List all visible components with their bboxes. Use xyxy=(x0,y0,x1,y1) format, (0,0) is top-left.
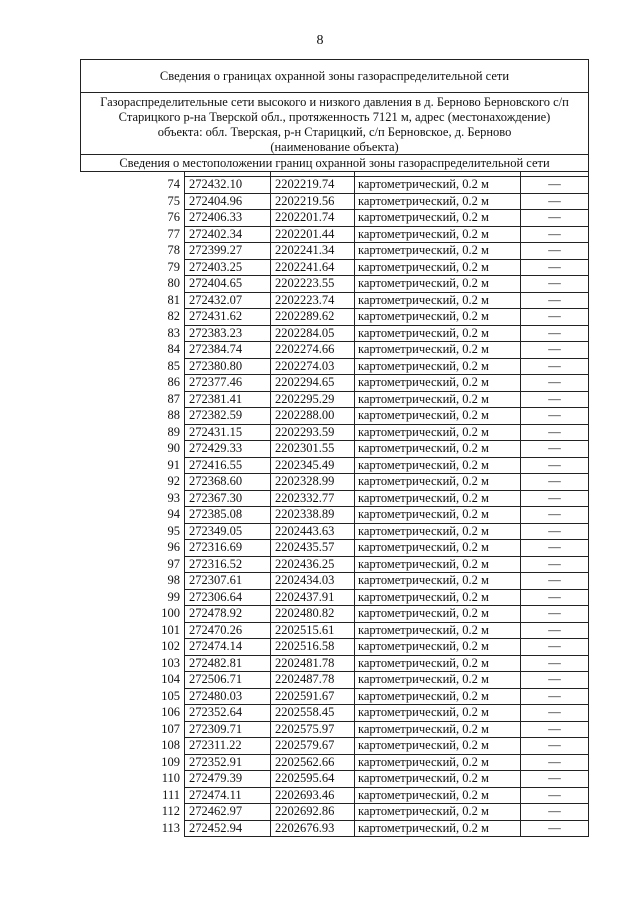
description-cell: — xyxy=(521,804,589,821)
coord-y: 2202294.65 xyxy=(271,375,355,392)
point-number: 98 xyxy=(81,573,185,590)
coord-x: 272352.64 xyxy=(185,705,271,722)
point-number: 94 xyxy=(81,507,185,524)
point-number: 85 xyxy=(81,358,185,375)
point-number: 92 xyxy=(81,474,185,491)
table-row xyxy=(81,820,589,837)
coord-x: 272482.81 xyxy=(185,655,271,672)
coord-y: 2202201.74 xyxy=(271,210,355,227)
coord-y: 2202345.49 xyxy=(271,457,355,474)
table-row xyxy=(81,721,589,738)
point-number: 86 xyxy=(81,375,185,392)
coord-y: 2202241.34 xyxy=(271,243,355,260)
description-cell: — xyxy=(521,375,589,392)
coord-y: 2202693.46 xyxy=(271,787,355,804)
coord-y: 2202692.86 xyxy=(271,804,355,821)
point-number: 80 xyxy=(81,276,185,293)
description-cell: — xyxy=(521,573,589,590)
method-accuracy: картометрический, 0.2 м xyxy=(355,325,521,342)
coord-y: 2202328.99 xyxy=(271,474,355,491)
table-row xyxy=(81,474,589,491)
table-row xyxy=(81,408,589,425)
coord-x: 272403.25 xyxy=(185,259,271,276)
point-number: 110 xyxy=(81,771,185,788)
point-number: 105 xyxy=(81,688,185,705)
coord-x: 272309.71 xyxy=(185,721,271,738)
description-cell: — xyxy=(521,820,589,837)
coord-x: 272480.03 xyxy=(185,688,271,705)
point-number: 78 xyxy=(81,243,185,260)
table-row xyxy=(81,375,589,392)
description-cell: — xyxy=(521,457,589,474)
coord-y: 2202338.89 xyxy=(271,507,355,524)
coord-y: 2202436.25 xyxy=(271,556,355,573)
table-row xyxy=(81,210,589,227)
method-accuracy: картометрический, 0.2 м xyxy=(355,705,521,722)
point-number: 77 xyxy=(81,226,185,243)
method-accuracy: картометрический, 0.2 м xyxy=(355,820,521,837)
point-number: 100 xyxy=(81,606,185,623)
coord-y: 2202219.74 xyxy=(271,177,355,194)
description-cell: — xyxy=(521,424,589,441)
location-title: Сведения о местоположении границ охранной зоны газораспределительной сети xyxy=(81,155,589,172)
coord-y: 2202295.29 xyxy=(271,391,355,408)
description-cell: — xyxy=(521,688,589,705)
coord-x: 272307.61 xyxy=(185,573,271,590)
coord-y: 2202223.55 xyxy=(271,276,355,293)
description-cell: — xyxy=(521,639,589,656)
point-number: 104 xyxy=(81,672,185,689)
object-line: Старицкого р-на Тверской обл., протяженность 7121 м, адрес (местонахождение) xyxy=(118,110,551,124)
coord-x: 272404.65 xyxy=(185,276,271,293)
description-cell: — xyxy=(521,259,589,276)
method-accuracy: картометрический, 0.2 м xyxy=(355,606,521,623)
description-cell: — xyxy=(521,655,589,672)
coord-y: 2202591.67 xyxy=(271,688,355,705)
description-cell: — xyxy=(521,474,589,491)
coord-x: 272377.46 xyxy=(185,375,271,392)
coord-x: 272429.33 xyxy=(185,441,271,458)
coord-x: 272306.64 xyxy=(185,589,271,606)
coord-y: 2202575.97 xyxy=(271,721,355,738)
table-row xyxy=(81,573,589,590)
table-row xyxy=(81,672,589,689)
table-row xyxy=(81,424,589,441)
coord-x: 272452.94 xyxy=(185,820,271,837)
table-row xyxy=(81,771,589,788)
object-line: Газораспределительные сети высокого и низкого давления в д. Берново Берновского с/п xyxy=(100,95,569,109)
coord-y: 2202219.56 xyxy=(271,193,355,210)
description-cell: — xyxy=(521,622,589,639)
point-number: 93 xyxy=(81,490,185,507)
point-number: 97 xyxy=(81,556,185,573)
table-row xyxy=(81,457,589,474)
coord-x: 272478.92 xyxy=(185,606,271,623)
method-accuracy: картометрический, 0.2 м xyxy=(355,804,521,821)
point-number: 111 xyxy=(81,787,185,804)
point-number: 112 xyxy=(81,804,185,821)
coord-y: 2202562.66 xyxy=(271,754,355,771)
coord-x: 272416.55 xyxy=(185,457,271,474)
method-accuracy: картометрический, 0.2 м xyxy=(355,226,521,243)
table-row xyxy=(81,738,589,755)
page-number: 8 xyxy=(316,33,324,48)
table-row xyxy=(81,243,589,260)
method-accuracy: картометрический, 0.2 м xyxy=(355,358,521,375)
coord-y: 2202293.59 xyxy=(271,424,355,441)
table-row xyxy=(81,688,589,705)
table-row xyxy=(81,540,589,557)
coord-y: 2202435.57 xyxy=(271,540,355,557)
method-accuracy: картометрический, 0.2 м xyxy=(355,309,521,326)
method-accuracy: картометрический, 0.2 м xyxy=(355,787,521,804)
table-row xyxy=(81,705,589,722)
method-accuracy: картометрический, 0.2 м xyxy=(355,259,521,276)
table-row xyxy=(81,606,589,623)
point-number: 88 xyxy=(81,408,185,425)
point-number: 106 xyxy=(81,705,185,722)
description-cell: — xyxy=(521,721,589,738)
method-accuracy: картометрический, 0.2 м xyxy=(355,408,521,425)
object-line: объекта: обл. Тверская, р-н Старицкий, с/п Берновское, д. Берново xyxy=(157,125,512,139)
description-cell: — xyxy=(521,606,589,623)
table-row xyxy=(81,639,589,656)
table-row xyxy=(81,193,589,210)
description-cell: — xyxy=(521,441,589,458)
table-row xyxy=(81,655,589,672)
point-number: 74 xyxy=(81,177,185,194)
coord-y: 2202558.45 xyxy=(271,705,355,722)
method-accuracy: картометрический, 0.2 м xyxy=(355,523,521,540)
method-accuracy: картометрический, 0.2 м xyxy=(355,738,521,755)
method-accuracy: картометрический, 0.2 м xyxy=(355,556,521,573)
method-accuracy: картометрический, 0.2 м xyxy=(355,210,521,227)
method-accuracy: картометрический, 0.2 м xyxy=(355,771,521,788)
coord-y: 2202288.00 xyxy=(271,408,355,425)
coord-x: 272368.60 xyxy=(185,474,271,491)
table-row xyxy=(81,556,589,573)
coord-x: 272384.74 xyxy=(185,342,271,359)
method-accuracy: картометрический, 0.2 м xyxy=(355,639,521,656)
coord-y: 2202223.74 xyxy=(271,292,355,309)
point-number: 99 xyxy=(81,589,185,606)
point-number: 103 xyxy=(81,655,185,672)
table-row xyxy=(81,309,589,326)
method-accuracy: картометрический, 0.2 м xyxy=(355,672,521,689)
description-cell: — xyxy=(521,540,589,557)
point-number: 87 xyxy=(81,391,185,408)
coord-x: 272316.69 xyxy=(185,540,271,557)
method-accuracy: картометрический, 0.2 м xyxy=(355,441,521,458)
coord-x: 272380.80 xyxy=(185,358,271,375)
coord-y: 2202332.77 xyxy=(271,490,355,507)
coord-y: 2202579.67 xyxy=(271,738,355,755)
point-number: 84 xyxy=(81,342,185,359)
table-row xyxy=(81,391,589,408)
description-cell: — xyxy=(521,210,589,227)
coord-y: 2202301.55 xyxy=(271,441,355,458)
point-number: 107 xyxy=(81,721,185,738)
coord-x: 272381.41 xyxy=(185,391,271,408)
object-description xyxy=(81,93,589,141)
method-accuracy: картометрический, 0.2 м xyxy=(355,457,521,474)
coord-x: 272382.59 xyxy=(185,408,271,425)
coord-y: 2202480.82 xyxy=(271,606,355,623)
method-accuracy: картометрический, 0.2 м xyxy=(355,177,521,194)
boundary-table xyxy=(80,59,589,837)
table-row xyxy=(81,276,589,293)
method-accuracy: картометрический, 0.2 м xyxy=(355,721,521,738)
table-title: Сведения о границах охранной зоны газораспределительной сети xyxy=(81,60,589,93)
point-number: 90 xyxy=(81,441,185,458)
coord-x: 272367.30 xyxy=(185,490,271,507)
coord-y: 2202676.93 xyxy=(271,820,355,837)
coord-x: 272383.23 xyxy=(185,325,271,342)
coord-y: 2202437.91 xyxy=(271,589,355,606)
coord-x: 272352.91 xyxy=(185,754,271,771)
method-accuracy: картометрический, 0.2 м xyxy=(355,375,521,392)
coord-x: 272479.39 xyxy=(185,771,271,788)
table-row xyxy=(81,226,589,243)
point-number: 91 xyxy=(81,457,185,474)
method-accuracy: картометрический, 0.2 м xyxy=(355,655,521,672)
coord-y: 2202434.03 xyxy=(271,573,355,590)
table-row xyxy=(81,259,589,276)
coord-x: 272432.07 xyxy=(185,292,271,309)
description-cell: — xyxy=(521,292,589,309)
description-cell: — xyxy=(521,226,589,243)
coord-y: 2202241.64 xyxy=(271,259,355,276)
description-cell: — xyxy=(521,705,589,722)
point-number: 75 xyxy=(81,193,185,210)
table-row xyxy=(81,507,589,524)
method-accuracy: картометрический, 0.2 м xyxy=(355,622,521,639)
table-row xyxy=(81,342,589,359)
point-number: 109 xyxy=(81,754,185,771)
description-cell: — xyxy=(521,507,589,524)
point-number: 96 xyxy=(81,540,185,557)
description-cell: — xyxy=(521,556,589,573)
coord-y: 2202201.44 xyxy=(271,226,355,243)
coord-x: 272431.62 xyxy=(185,309,271,326)
table-row xyxy=(81,804,589,821)
coord-y: 2202284.05 xyxy=(271,325,355,342)
method-accuracy: картометрический, 0.2 м xyxy=(355,507,521,524)
point-number: 81 xyxy=(81,292,185,309)
description-cell: — xyxy=(521,243,589,260)
description-cell: — xyxy=(521,787,589,804)
coord-x: 272470.26 xyxy=(185,622,271,639)
table-row xyxy=(81,292,589,309)
coord-x: 272349.05 xyxy=(185,523,271,540)
point-number: 102 xyxy=(81,639,185,656)
coord-x: 272462.97 xyxy=(185,804,271,821)
method-accuracy: картометрический, 0.2 м xyxy=(355,193,521,210)
point-number: 82 xyxy=(81,309,185,326)
coord-y: 2202515.61 xyxy=(271,622,355,639)
method-accuracy: картометрический, 0.2 м xyxy=(355,292,521,309)
description-cell: — xyxy=(521,490,589,507)
description-cell: — xyxy=(521,771,589,788)
method-accuracy: картометрический, 0.2 м xyxy=(355,342,521,359)
coord-x: 272404.96 xyxy=(185,193,271,210)
description-cell: — xyxy=(521,738,589,755)
point-number: 95 xyxy=(81,523,185,540)
point-number: 79 xyxy=(81,259,185,276)
method-accuracy: картометрический, 0.2 м xyxy=(355,243,521,260)
point-number: 108 xyxy=(81,738,185,755)
description-cell: — xyxy=(521,276,589,293)
description-cell: — xyxy=(521,408,589,425)
table-row xyxy=(81,325,589,342)
table-row xyxy=(81,177,589,194)
coord-y: 2202274.66 xyxy=(271,342,355,359)
description-cell: — xyxy=(521,358,589,375)
table-row xyxy=(81,622,589,639)
table-row xyxy=(81,358,589,375)
description-cell: — xyxy=(521,589,589,606)
description-cell: — xyxy=(521,193,589,210)
table-row xyxy=(81,589,589,606)
table-row xyxy=(81,523,589,540)
method-accuracy: картометрический, 0.2 м xyxy=(355,688,521,705)
method-accuracy: картометрический, 0.2 м xyxy=(355,573,521,590)
description-cell: — xyxy=(521,309,589,326)
method-accuracy: картометрический, 0.2 м xyxy=(355,490,521,507)
coord-x: 272474.14 xyxy=(185,639,271,656)
method-accuracy: картометрический, 0.2 м xyxy=(355,391,521,408)
description-cell: — xyxy=(521,177,589,194)
coord-x: 272311.22 xyxy=(185,738,271,755)
table-row xyxy=(81,490,589,507)
coord-x: 272399.27 xyxy=(185,243,271,260)
coord-x: 272316.52 xyxy=(185,556,271,573)
method-accuracy: картометрический, 0.2 м xyxy=(355,474,521,491)
coord-x: 272385.08 xyxy=(185,507,271,524)
method-accuracy: картометрический, 0.2 м xyxy=(355,754,521,771)
coord-y: 2202487.78 xyxy=(271,672,355,689)
coord-y: 2202516.58 xyxy=(271,639,355,656)
method-accuracy: картометрический, 0.2 м xyxy=(355,540,521,557)
point-number: 113 xyxy=(81,820,185,837)
point-number: 89 xyxy=(81,424,185,441)
coord-x: 272506.71 xyxy=(185,672,271,689)
table-row xyxy=(81,754,589,771)
coord-x: 272432.10 xyxy=(185,177,271,194)
description-cell: — xyxy=(521,672,589,689)
coord-y: 2202595.64 xyxy=(271,771,355,788)
method-accuracy: картометрический, 0.2 м xyxy=(355,276,521,293)
description-cell: — xyxy=(521,523,589,540)
object-note: (наименование объекта) xyxy=(81,140,589,155)
table-row xyxy=(81,441,589,458)
point-number: 101 xyxy=(81,622,185,639)
description-cell: — xyxy=(521,391,589,408)
coord-x: 272474.11 xyxy=(185,787,271,804)
coord-x: 272406.33 xyxy=(185,210,271,227)
description-cell: — xyxy=(521,325,589,342)
coord-y: 2202481.78 xyxy=(271,655,355,672)
table-row xyxy=(81,787,589,804)
coord-y: 2202443.63 xyxy=(271,523,355,540)
point-number: 76 xyxy=(81,210,185,227)
method-accuracy: картометрический, 0.2 м xyxy=(355,424,521,441)
coord-y: 2202274.03 xyxy=(271,358,355,375)
coord-x: 272431.15 xyxy=(185,424,271,441)
coord-y: 2202289.62 xyxy=(271,309,355,326)
point-number: 83 xyxy=(81,325,185,342)
description-cell: — xyxy=(521,754,589,771)
coord-x: 272402.34 xyxy=(185,226,271,243)
method-accuracy: картометрический, 0.2 м xyxy=(355,589,521,606)
description-cell: — xyxy=(521,342,589,359)
